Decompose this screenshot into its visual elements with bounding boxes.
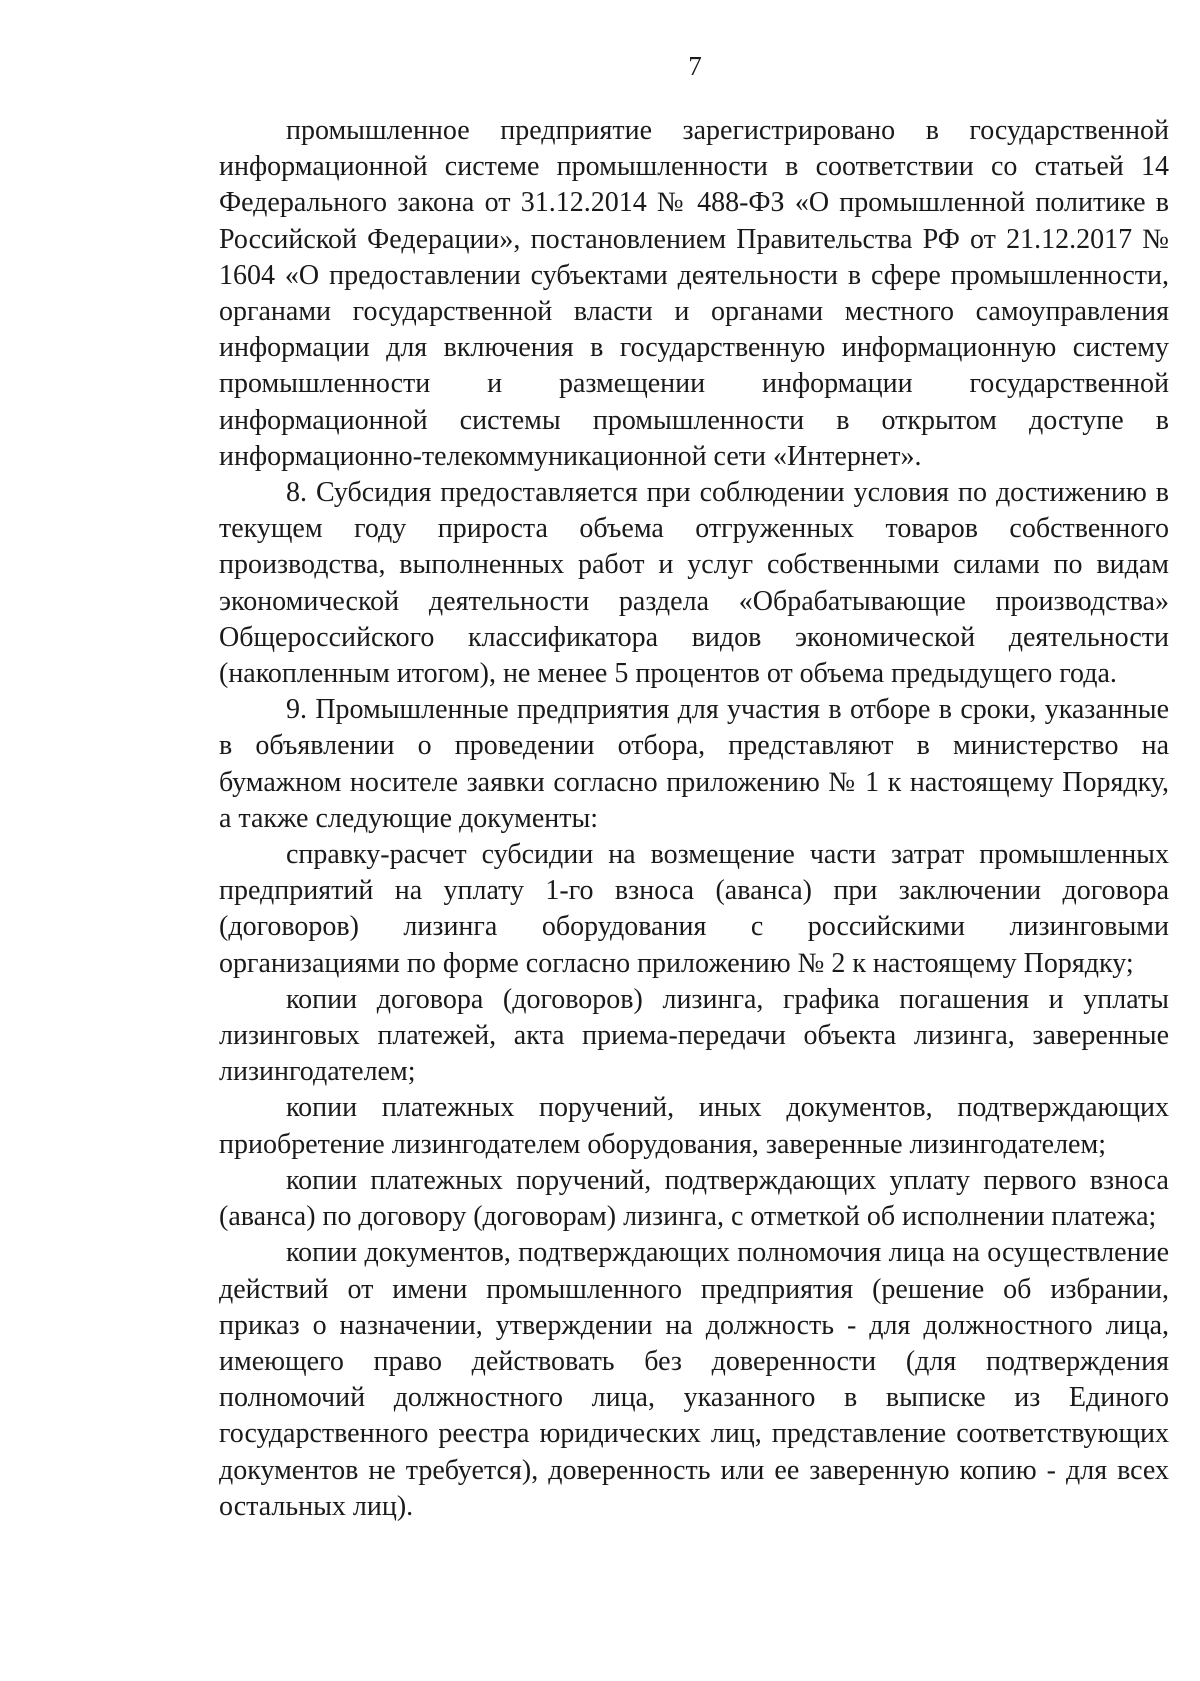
list-item-authority-documents: копии документов, подтверждающих полномочия лица на осуществление действий от имени промышленного предприятия (решение об избрании, приказ о назначении, утверждении на должность - для должностного лица, имеющего право действовать без доверенности (для подтверждения полномочий должностного лица, указанного в выписке из Единого государственного реестра юридических лиц, представление соответствующих документов не требуется), доверенность или ее заверенную копию - для всех остальных лиц). [219, 1237, 1169, 1522]
page-number: 7 [688, 51, 702, 81]
list-item-leasing-contract-copies: копии договора (договоров) лизинга, графика погашения и уплаты лизинговых платежей, акта приема-передачи объекта лизинга, заверенные лизингодателем; [219, 983, 1169, 1088]
list-item-payment-orders-equipment: копии платежных поручений, иных документов, подтверждающих приобретение лизингодателем оборудования, заверенные лизингодателем; [219, 1092, 1169, 1160]
list-item-payment-orders-advance: копии платежных поручений, подтверждающих уплату первого взноса (аванса) по договору (договорам) лизинга, с отметкой об исполнении платежа; [219, 1164, 1169, 1233]
paragraph-gisp-registration: промышленное предприятие зарегистрировано в государственной информационной системе промышленности в соответствии со статьей 14 Федерального закона от 31.12.2014 № 488-ФЗ «О промышленной политике в Российской Федерации», постановлением Правительства РФ от 21.12.2017 № 1604 «О предоставлении субъектами деятельности в сфере промышленности, органами государственной власти и органами местного самоуправления информации для включения в государственную информационную систему промышленности и размещении информации государственной информационной системы промышленности в открытом доступе в информационно-телекоммуникационной сети «Интернет». [219, 115, 1169, 472]
paragraph-9-application-documents: 9. Промышленные предприятия для участия в отборе в сроки, указанные в объявлении о проведении отбора, представляют в министерство на бумажном носителе заявки согласно приложению № 1 к настоящему Порядку, а также следующие документы: [219, 694, 1169, 834]
document-body [219, 113, 1169, 1525]
list-item-calculation-certificate: справку-расчет субсидии на возмещение части затрат промышленных предприятий на уплату 1-го взноса (аванса) при заключении договора (договоров) лизинга оборудования с российскими лизинговыми организациями по форме согласно приложению № 2 к настоящему Порядку; [219, 839, 1169, 979]
paragraph-8-subsidy-condition: 8. Субсидия предоставляется при соблюдении условия по достижению в текущем году прироста объема отгруженных товаров собственного производства, выполненных работ и услуг собственными силами по видам экономической деятельности раздела «Обрабатывающие производства» Общероссийского классификатора видов экономической деятельности (накопленным итогом), не менее 5 процентов от объема предыдущего года. [219, 477, 1169, 690]
